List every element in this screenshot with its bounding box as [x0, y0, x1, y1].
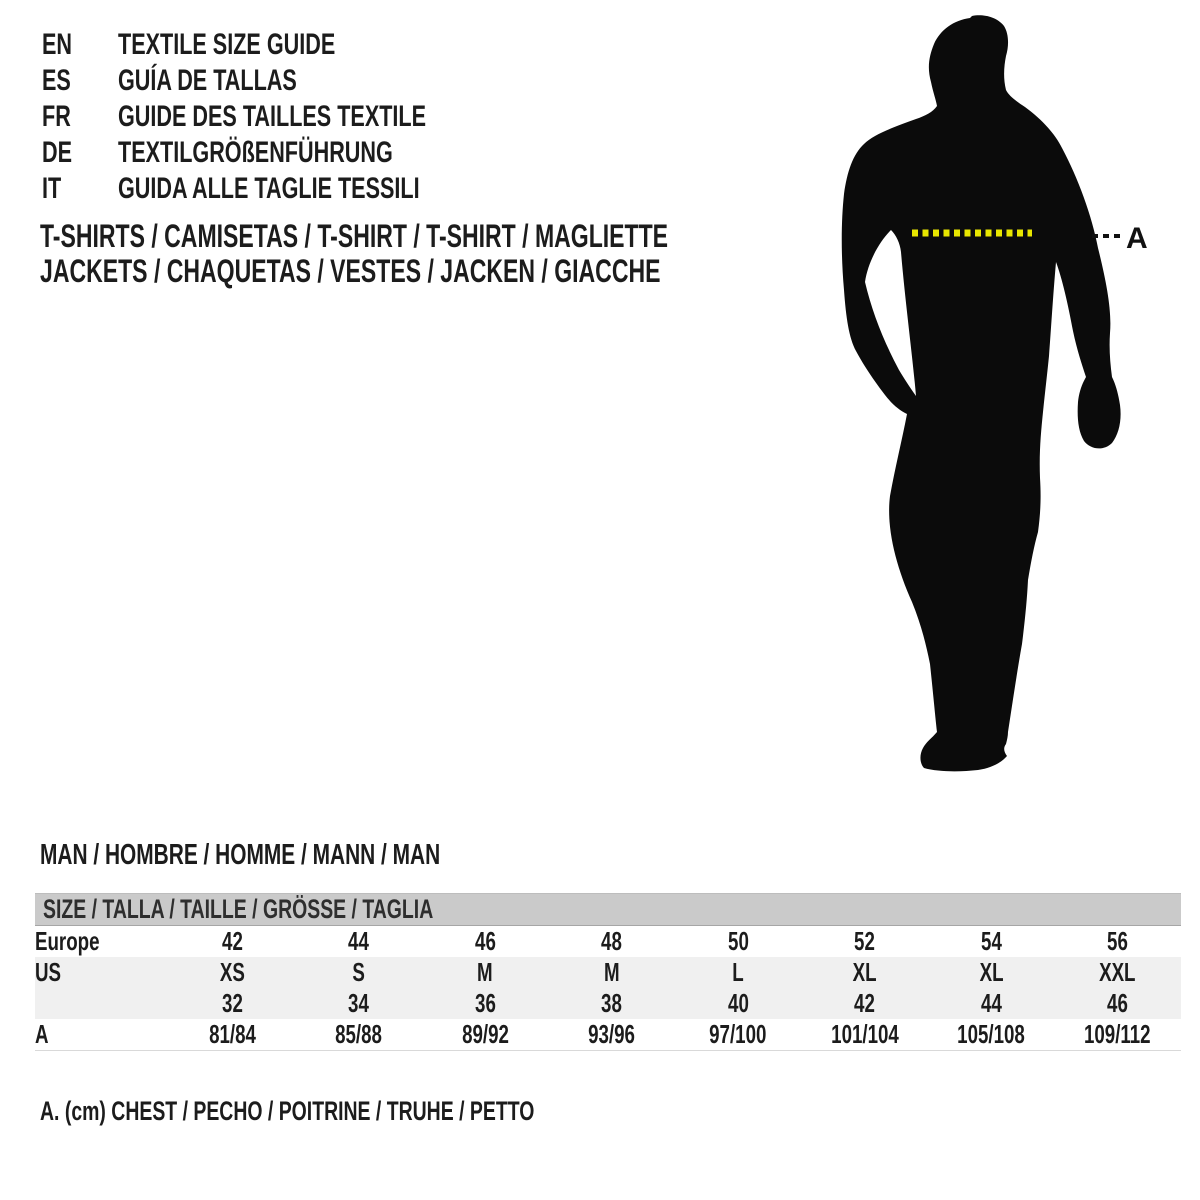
language-code: ES	[42, 64, 71, 97]
size-cell: M	[477, 957, 494, 987]
language-row	[42, 63, 546, 99]
size-cell: 42	[221, 926, 243, 956]
size-cell: 40	[727, 988, 749, 1018]
size-cell: 46	[474, 926, 496, 956]
table-row-us	[35, 957, 1181, 988]
language-title: TEXTILE SIZE GUIDE	[118, 28, 336, 61]
size-cell: 93/96	[588, 1019, 636, 1049]
size-cell: L	[732, 957, 744, 987]
row-label: US	[35, 957, 62, 987]
row-label: Europe	[35, 926, 100, 956]
table-row-us-numeric	[35, 988, 1181, 1019]
size-cell: S	[352, 957, 365, 987]
size-cell: 48	[601, 926, 623, 956]
language-code: FR	[42, 100, 71, 133]
size-table-header: SIZE / TALLA / TAILLE / GRÖSSE / TAGLIA	[35, 893, 1181, 926]
language-row	[42, 99, 546, 135]
measure-label-a: A	[1126, 222, 1148, 255]
size-cell: 109/112	[1084, 1019, 1152, 1049]
size-cell: 34	[348, 988, 370, 1018]
size-table	[35, 893, 1181, 1051]
size-cell: 81/84	[208, 1019, 256, 1049]
size-cell: XS	[219, 957, 245, 987]
category-lines	[40, 219, 912, 289]
language-title: GUÍA DE TALLAS	[118, 64, 297, 97]
section-title-man: MAN / HOMBRE / HOMME / MANN / MAN	[40, 839, 441, 871]
language-list	[42, 27, 546, 207]
language-title: GUIDE DES TAILLES TEXTILE	[118, 100, 427, 133]
size-cell: 101/104	[830, 1019, 899, 1049]
language-code: EN	[42, 28, 73, 61]
category-line-jackets: JACKETS / CHAQUETAS / VESTES / JACKEN / GIACCHE	[40, 253, 661, 289]
size-cell: XXL	[1099, 957, 1136, 987]
size-cell: 36	[474, 988, 496, 1018]
man-silhouette	[842, 15, 1121, 771]
size-table-grid	[35, 926, 1181, 1050]
size-cell: XL	[979, 957, 1004, 987]
language-code: DE	[42, 136, 73, 169]
row-label	[35, 988, 169, 1019]
language-row	[42, 135, 546, 171]
size-cell: 44	[980, 988, 1002, 1018]
size-cell: 44	[348, 926, 370, 956]
language-code: IT	[42, 172, 62, 205]
language-title: GUIDA ALLE TAGLIE TESSILI	[118, 172, 420, 205]
row-label: A	[35, 1019, 49, 1049]
size-cell: 105/108	[957, 1019, 1026, 1049]
size-cell: M	[603, 957, 620, 987]
size-cell: 54	[980, 926, 1002, 956]
size-cell: 85/88	[335, 1019, 383, 1049]
man-figure	[820, 0, 1200, 800]
size-cell: 97/100	[709, 1019, 767, 1049]
language-row	[42, 171, 546, 207]
size-cell: 38	[601, 988, 623, 1018]
size-cell: 89/92	[461, 1019, 509, 1049]
size-cell: 56	[1107, 926, 1129, 956]
size-cell: 50	[727, 926, 749, 956]
table-row-europe	[35, 926, 1181, 957]
language-title: TEXTILGRÖßENFÜHRUNG	[118, 136, 393, 169]
size-cell: 32	[221, 988, 243, 1018]
category-line-tshirts: T-SHIRTS / CAMISETAS / T-SHIRT / T-SHIRT / MAGLIETTE	[40, 218, 669, 254]
size-cell: XL	[852, 957, 877, 987]
size-cell: 52	[854, 926, 876, 956]
language-row	[42, 27, 546, 63]
size-cell: 42	[854, 988, 876, 1018]
table-row-chest	[35, 1019, 1181, 1050]
measurement-footnote: A. (cm) CHEST / PECHO / POITRINE / TRUHE / PETTO	[40, 1096, 535, 1126]
size-cell: 46	[1107, 988, 1129, 1018]
